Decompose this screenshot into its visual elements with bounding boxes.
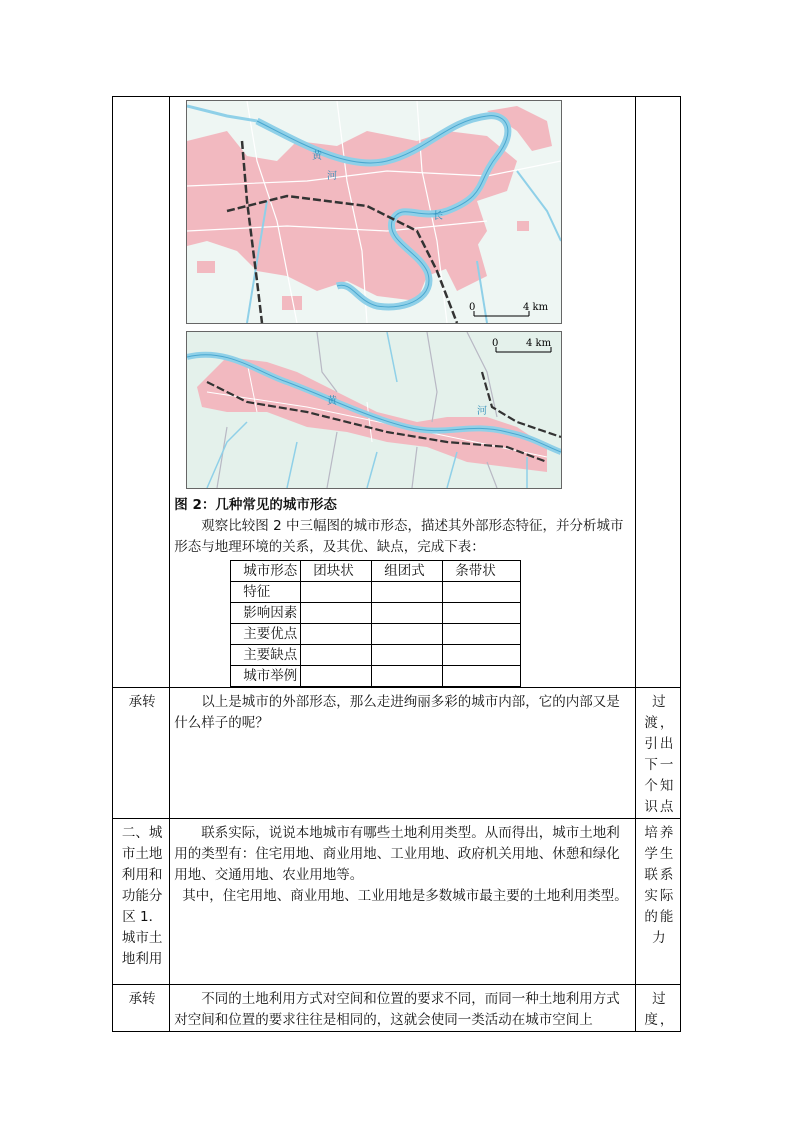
row-label: 主要优点 xyxy=(231,624,301,645)
notes-cell: 过渡，引出下一个知识点 xyxy=(635,688,680,819)
table-row xyxy=(231,582,521,603)
table-row xyxy=(113,985,681,1032)
content-cell xyxy=(170,688,635,819)
content-text: 联系实际，说说本地城市有哪些土地利用类型。从而得出，城市土地利用的类型有：住宅用地、商业用地、工业用地、政府机关用地、休憩和绿化用地、交通用地、农业用地等。 xyxy=(174,825,620,883)
notes-cell: 过度， xyxy=(635,985,680,1032)
table-row xyxy=(231,645,521,666)
content-text: 不同的土地利用方式对空间和位置的要求不同，而同一种土地利用方式对空间和位置的要求往往是相同的，这就会使同一类活动在城市空间上 xyxy=(174,991,620,1028)
content-text: 以上是城市的外部形态，那么走进绚丽多彩的城市内部，它的内部又是什么样子的呢？ xyxy=(174,694,620,731)
svg-text:0: 0 xyxy=(492,338,499,349)
city-map-cluster-graphic xyxy=(187,101,561,323)
answer-cell[interactable] xyxy=(301,645,372,666)
step-cell: 承转 xyxy=(113,688,170,819)
river-label: 黄 xyxy=(312,151,323,162)
table-row xyxy=(113,819,681,985)
river-label: 长 xyxy=(433,211,444,222)
row-label: 特征 xyxy=(231,582,301,603)
city-map-strip-graphic xyxy=(187,332,561,488)
answer-cell[interactable] xyxy=(301,666,372,687)
lesson-plan-table xyxy=(112,96,681,1032)
answer-cell[interactable] xyxy=(372,666,443,687)
table-row xyxy=(231,603,521,624)
answer-cell[interactable] xyxy=(443,645,521,666)
content-cell xyxy=(170,985,635,1032)
row-label: 城市举例 xyxy=(231,666,301,687)
row-label: 影响因素 xyxy=(231,603,301,624)
answer-cell[interactable] xyxy=(443,582,521,603)
header-cell: 组团式 xyxy=(372,561,443,582)
answer-cell[interactable] xyxy=(301,603,372,624)
city-map-strip xyxy=(186,331,562,489)
answer-cell[interactable] xyxy=(372,645,443,666)
city-map-cluster xyxy=(186,100,562,324)
table-row xyxy=(113,97,681,688)
svg-text:4 km: 4 km xyxy=(526,338,552,349)
content-text: 其中，住宅用地、商业用地、工业用地是多数城市最主要的土地利用类型。 xyxy=(182,888,628,904)
answer-cell[interactable] xyxy=(301,582,372,603)
content-cell xyxy=(170,97,635,688)
instruction-text: 观察比较图 2 中三幅图的城市形态，描述其外部形态特征，并分析城市形态与地理环境的关系，及其优、缺点，完成下表： xyxy=(174,518,624,555)
river-label: 河 xyxy=(327,171,338,182)
row-label: 主要缺点 xyxy=(231,645,301,666)
header-cell: 城市形态 xyxy=(231,561,301,582)
answer-cell[interactable] xyxy=(372,603,443,624)
header-cell: 团块状 xyxy=(301,561,372,582)
table-row xyxy=(113,688,681,819)
answer-cell[interactable] xyxy=(443,603,521,624)
answer-cell[interactable] xyxy=(372,582,443,603)
step-cell xyxy=(113,97,170,688)
figure-caption: 图 2：几种常见的城市形态 xyxy=(174,497,337,513)
notes-cell: 培养学生联系实际的能力 xyxy=(635,819,680,985)
river-label: 河 xyxy=(477,406,488,417)
svg-text:4 km: 4 km xyxy=(523,302,549,313)
river-label: 黄 xyxy=(327,396,338,407)
notes-cell xyxy=(635,97,680,688)
table-row xyxy=(231,666,521,687)
table-row xyxy=(231,624,521,645)
answer-cell[interactable] xyxy=(301,624,372,645)
answer-cell[interactable] xyxy=(443,624,521,645)
svg-text:0: 0 xyxy=(469,302,476,313)
city-form-table xyxy=(230,560,521,687)
step-cell: 二、城市土地利用和功能分区 1．城市土地利用 xyxy=(113,819,170,985)
answer-cell[interactable] xyxy=(372,624,443,645)
table-header-row xyxy=(231,561,521,582)
content-cell xyxy=(170,819,635,985)
header-cell: 条带状 xyxy=(443,561,521,582)
step-cell: 承转 xyxy=(113,985,170,1032)
answer-cell[interactable] xyxy=(443,666,521,687)
